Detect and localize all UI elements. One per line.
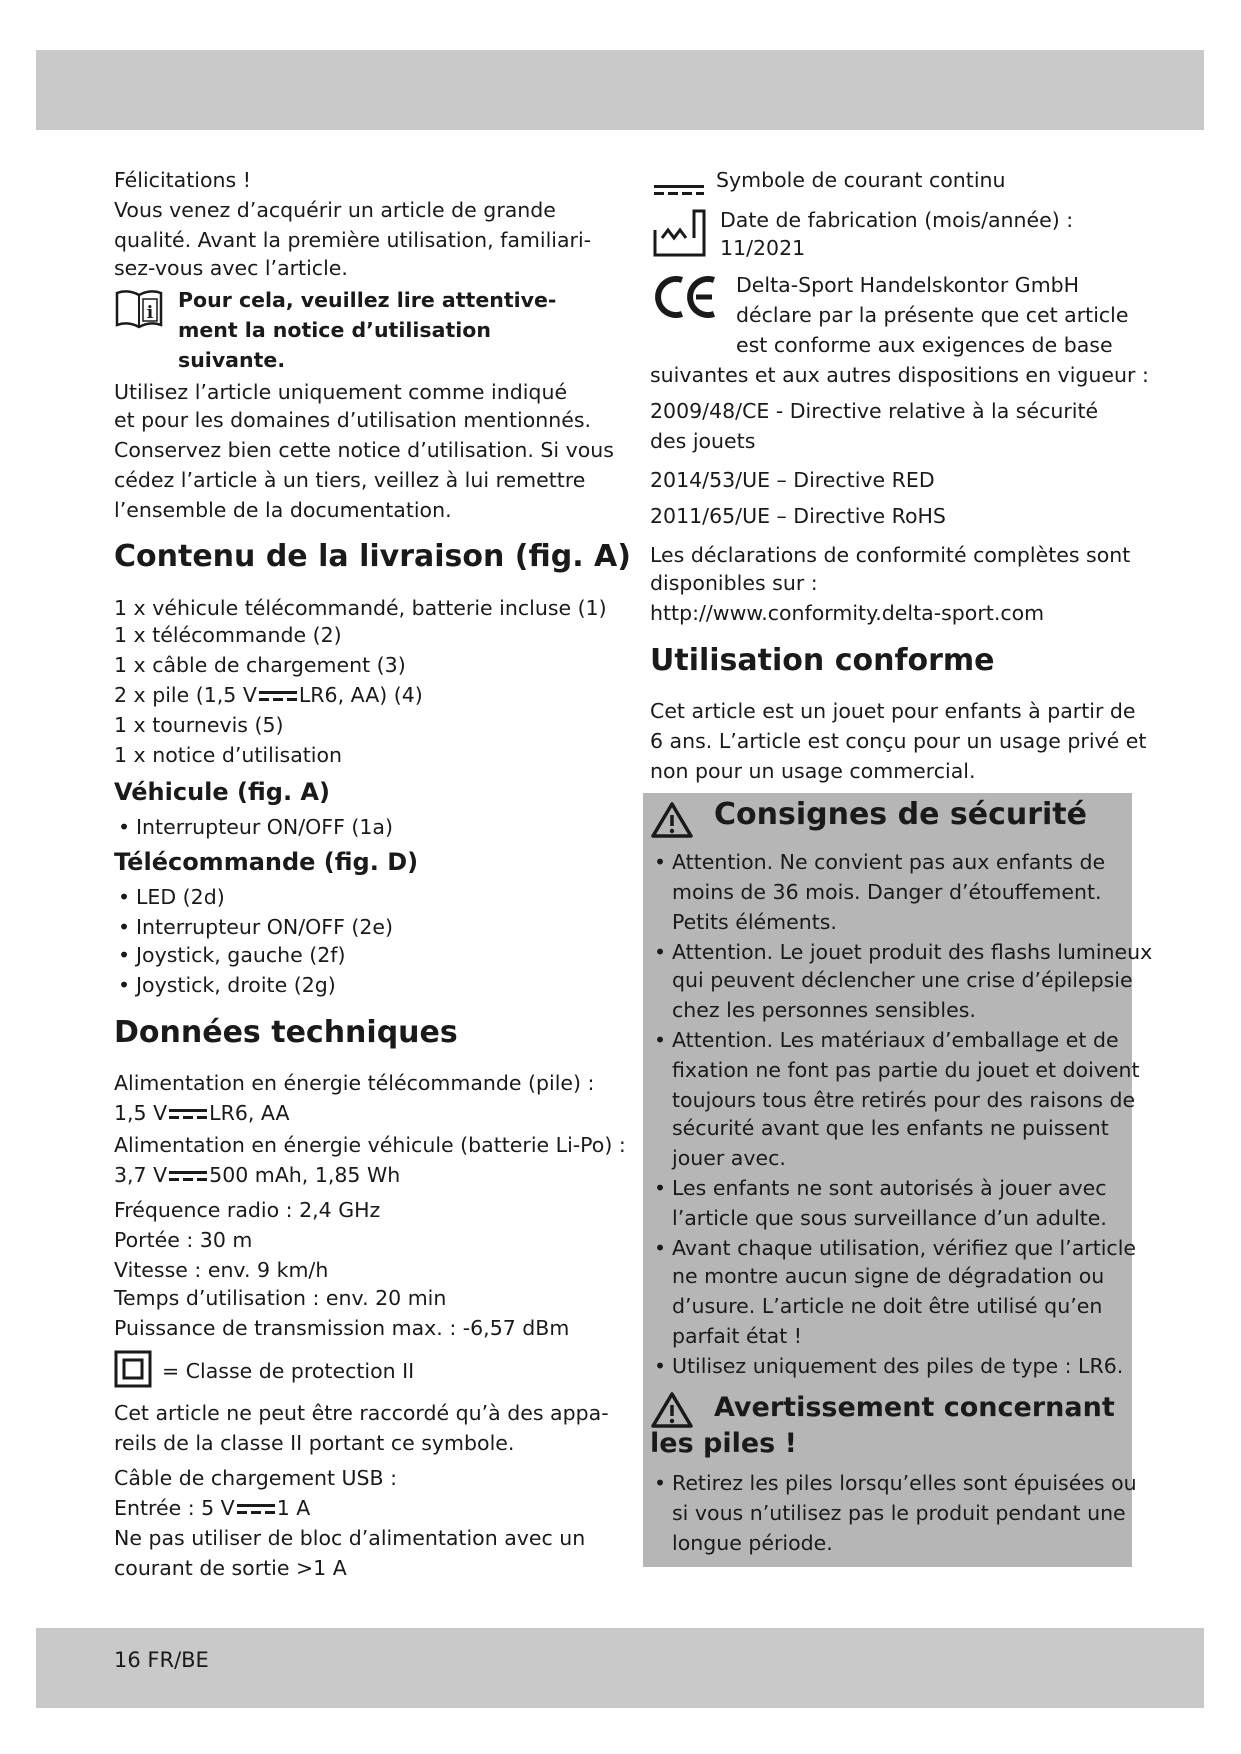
notice-line: Pour cela, veuillez lire attentive-: [178, 288, 557, 312]
notice-line: suivante.: [178, 348, 286, 372]
delivery-item: 1 x véhicule télécommandé, batterie incluse (1): [114, 596, 607, 620]
manual-info-icon: [114, 287, 164, 331]
dc-symbol-icon: [169, 1108, 207, 1120]
safety-line: qui peuvent déclencher une crise d’épilepsie: [672, 968, 1133, 992]
greeting: Félicitations !: [114, 168, 251, 192]
safety-heading: Consignes de sécurité: [714, 797, 1087, 832]
intro-line: Vous venez d’acquérir un article de grande: [114, 198, 556, 222]
safety-line: parfait état !: [672, 1324, 803, 1348]
battery-line: si vous n’utilisez pas le produit pendant une: [672, 1501, 1126, 1525]
delivery-item-text: LR6, AA) (4): [298, 683, 423, 707]
safety-line: Petits éléments.: [672, 910, 837, 934]
footer-band: [36, 1628, 1204, 1708]
conformity-line: disponibles sur :: [650, 571, 818, 595]
safety-line: jouer avec.: [672, 1146, 786, 1170]
usb-input: [114, 1493, 310, 1523]
dc-symbol-icon: [259, 690, 297, 702]
safety-line: l’article que sous surveillance d’un adulte.: [672, 1206, 1107, 1230]
tech-value: 500 mAh, 1,85 Wh: [209, 1163, 401, 1187]
delivery-heading: Contenu de la livraison (fig. A): [114, 539, 631, 574]
intended-use-heading: Utilisation conforme: [650, 643, 995, 678]
safety-line: • Attention. Les matériaux d’emballage et de: [672, 1025, 1119, 1055]
tech-line: Alimentation en énergie véhicule (batterie Li-Po) :: [114, 1133, 626, 1157]
class-note-line: Cet article ne peut être raccordé qu’à des appa-: [114, 1401, 609, 1425]
safety-line: • Attention. Ne convient pas aux enfants de: [672, 847, 1105, 877]
intro-line: sez-vous avec l’article.: [114, 256, 348, 280]
intended-use-line: 6 ans. L’article est conçu pour un usage privé et: [650, 729, 1147, 753]
intended-use-line: non pour un usage commercial.: [650, 759, 976, 783]
safety-line: • Utilisez uniquement des piles de type : LR6.: [672, 1351, 1123, 1381]
ce-line: déclare par la présente que cet article: [736, 303, 1129, 327]
usb-title: Câble de chargement USB :: [114, 1466, 398, 1490]
delivery-item: 1 x tournevis (5): [114, 713, 284, 737]
tech-line: Temps d’utilisation : env. 20 min: [114, 1286, 447, 1310]
battery-heading: les piles !: [650, 1428, 797, 1459]
safety-line: d’usure. L’article ne doit être utilisé qu’en: [672, 1294, 1103, 1318]
tech-line: Vitesse : env. 9 km/h: [114, 1258, 329, 1282]
usage-line: cédez l’article à un tiers, veillez à lui remettre: [114, 468, 586, 492]
usage-line: l’ensemble de la documentation.: [114, 498, 452, 522]
safety-line: moins de 36 mois. Danger d’étouffement.: [672, 880, 1102, 904]
tech-line: Puissance de transmission max. : -6,57 dBm: [114, 1316, 570, 1340]
mfg-label: Date de fabrication (mois/année) :: [720, 208, 1074, 232]
usb-value: Entrée : 5 V: [114, 1496, 235, 1520]
remote-item: • Interrupteur ON/OFF (2e): [136, 912, 393, 942]
dc-symbol-icon: [237, 1503, 275, 1515]
tech-value: 3,7 V: [114, 1163, 168, 1187]
ce-line: Delta-Sport Handelskontor GmbH: [736, 273, 1080, 297]
safety-line: chez les personnes sensibles.: [672, 998, 976, 1022]
battery-line: • Retirez les piles lorsqu’elles sont épuisées ou: [672, 1468, 1137, 1498]
header-band: [36, 50, 1204, 130]
tech-value: 1,5 V: [114, 1101, 168, 1125]
safety-line: • Les enfants ne sont autorisés à jouer avec: [672, 1173, 1107, 1203]
technical-heading: Données techniques: [114, 1015, 458, 1050]
tech-line: Alimentation en énergie télécommande (pile) :: [114, 1071, 595, 1095]
remote-item: • Joystick, gauche (2f): [136, 940, 346, 970]
battery-heading: Avertissement concernant: [714, 1392, 1115, 1423]
usage-line: et pour les domaines d’utilisation mentionnés.: [114, 408, 592, 432]
safety-line: • Attention. Le jouet produit des flashs lumineux: [672, 937, 1152, 967]
directive-line: 2014/53/UE – Directive RED: [650, 468, 935, 492]
safety-line: ne montre aucun signe de dégradation ou: [672, 1264, 1105, 1288]
class-note-line: reils de la classe II portant ce symbole.: [114, 1431, 515, 1455]
usb-value: 1 A: [276, 1496, 311, 1520]
tech-value: LR6, AA: [209, 1101, 290, 1125]
delivery-item: 1 x câble de chargement (3): [114, 653, 406, 677]
delivery-item: 1 x télécommande (2): [114, 623, 342, 647]
safety-line: sécurité avant que les enfants ne puissent: [672, 1116, 1109, 1140]
usb-note-line: Ne pas utiliser de bloc d’alimentation avec un: [114, 1526, 586, 1550]
usb-note-line: courant de sortie >1 A: [114, 1556, 347, 1580]
tech-line: Fréquence radio : 2,4 GHz: [114, 1198, 381, 1222]
vehicle-heading: Véhicule (fig. A): [114, 778, 330, 806]
warning-triangle-icon: [650, 1391, 694, 1429]
tech-line: [114, 1160, 400, 1190]
safety-line: fixation ne font pas partie du jouet et doivent: [672, 1058, 1140, 1082]
notice-line: ment la notice d’utilisation: [178, 318, 491, 342]
ce-mark-icon: [652, 272, 720, 322]
vehicle-item: • Interrupteur ON/OFF (1a): [136, 812, 393, 842]
warning-triangle-icon: [650, 801, 694, 839]
conformity-url[interactable]: http://www.conformity.delta-sport.com: [650, 601, 1045, 625]
usage-line: Utilisez l’article uniquement comme indiqué: [114, 380, 568, 404]
delivery-item-text: 2 x pile (1,5 V: [114, 683, 257, 707]
conformity-line: Les déclarations de conformité complètes sont: [650, 543, 1131, 567]
remote-item: • Joystick, droite (2g): [136, 970, 336, 1000]
dc-symbol-icon: [169, 1170, 207, 1182]
battery-line: longue période.: [672, 1531, 833, 1555]
directive-line: 2011/65/UE – Directive RoHS: [650, 504, 946, 528]
dc-symbol-icon: [654, 184, 704, 196]
remote-heading: Télécommande (fig. D): [114, 848, 419, 876]
delivery-item: [114, 680, 423, 710]
dc-label: Symbole de courant continu: [716, 168, 1006, 192]
protection-class-label: = Classe de protection II: [162, 1359, 415, 1383]
safety-line: • Avant chaque utilisation, vérifiez que l’article: [672, 1233, 1136, 1263]
intro-line: qualité. Avant la première utilisation, familiari-: [114, 228, 592, 252]
protection-class-ii-icon: [114, 1350, 152, 1388]
tech-line: Portée : 30 m: [114, 1228, 253, 1252]
manufacture-date-icon: [652, 208, 708, 258]
tech-line: [114, 1098, 290, 1128]
ce-line: est conforme aux exigences de base: [736, 333, 1113, 357]
right-column: [650, 0, 1153, 1555]
safety-line: toujours tous être retirés pour des raisons de: [672, 1088, 1136, 1112]
directive-line: 2009/48/CE - Directive relative à la sécurité: [650, 399, 1099, 423]
mfg-date: 11/2021: [720, 236, 806, 260]
directive-line: des jouets: [650, 429, 756, 453]
ce-line: suivantes et aux autres dispositions en vigueur :: [650, 363, 1149, 387]
delivery-item: 1 x notice d’utilisation: [114, 743, 343, 767]
page-number: 16 FR/BE: [114, 1648, 209, 1672]
remote-item: • LED (2d): [136, 882, 225, 912]
usage-line: Conservez bien cette notice d’utilisation. Si vous: [114, 438, 614, 462]
svg-text:i: i: [146, 303, 154, 323]
intended-use-line: Cet article est un jouet pour enfants à partir de: [650, 699, 1136, 723]
